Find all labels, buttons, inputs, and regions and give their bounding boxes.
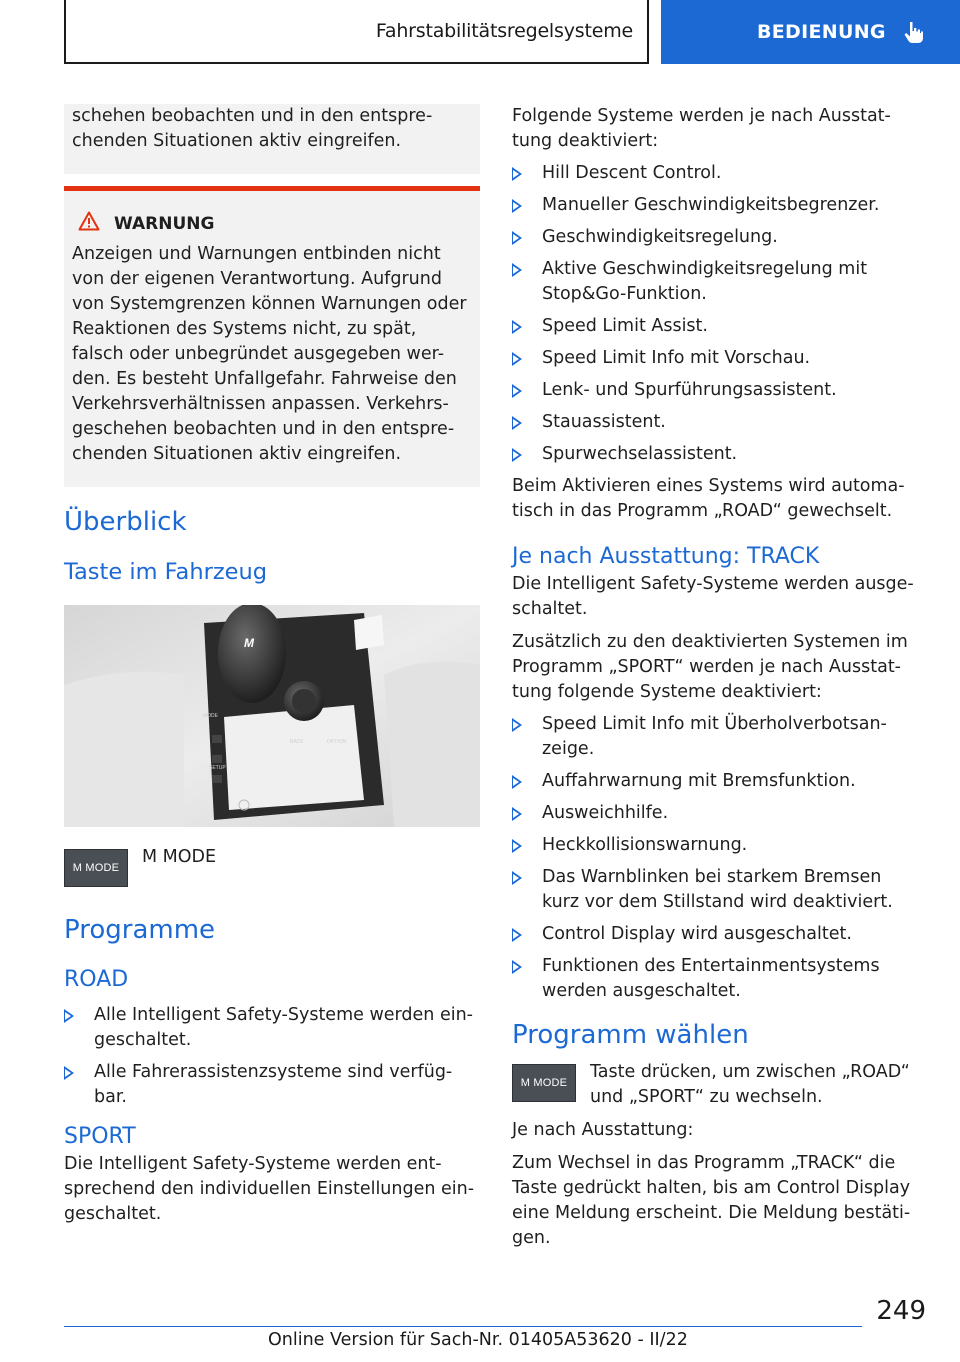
list-item: Lenk- und Spurführungsassistent. bbox=[512, 378, 922, 403]
list-item: Manueller Geschwindigkeitsbegrenzer. bbox=[512, 193, 922, 218]
sport-deactivated-list bbox=[512, 161, 922, 467]
warning-text: Anzeigen und Warnungen entbinden nicht von der eigenen Verantwortung. Aufgrund von Systemgrenzen können Warnungen oder Reaktionen des Systems nicht, zu spät, falsch oder unbegründet ausgegeben wer-den. Es besteht Unfallgefahr. Fahrweise den Verkehrsverhältnissen anpassen. Verkehrs-geschehen beobachten und in den entspre-chenden Situationen aktiv eingreifen. bbox=[72, 244, 467, 464]
road-heading: ROAD bbox=[64, 967, 129, 992]
list-item: Stauassistent. bbox=[512, 410, 922, 435]
triangle-bullet-icon bbox=[512, 718, 522, 732]
triangle-bullet-icon bbox=[512, 807, 522, 821]
select-row bbox=[512, 1064, 922, 1110]
mmode-button-icon: M MODE bbox=[64, 849, 128, 887]
triangle-bullet-icon bbox=[512, 871, 522, 885]
photo-label-back: BACK bbox=[290, 739, 304, 745]
list-item: Speed Limit Assist. bbox=[512, 314, 922, 339]
sport-outro: Beim Aktivieren eines Systems wird automa-tisch in das Programm „ROAD“ gewechselt. bbox=[512, 476, 905, 521]
list-item: Control Display wird ausgeschaltet. bbox=[512, 922, 922, 947]
center-console-photo bbox=[64, 605, 480, 827]
track-text-1: Die Intelligent Safety-Systeme werden ausge-schaltet. bbox=[512, 574, 914, 619]
mmode-row bbox=[64, 849, 480, 887]
triangle-bullet-icon bbox=[512, 384, 522, 398]
track-heading: Je nach Ausstattung: TRACK bbox=[512, 544, 820, 569]
overview-heading: Überblick bbox=[64, 507, 187, 537]
sport-heading: SPORT bbox=[64, 1124, 136, 1149]
triangle-bullet-icon bbox=[512, 416, 522, 430]
running-header-section bbox=[64, 0, 649, 64]
programs-heading: Programme bbox=[64, 915, 216, 945]
photo-label-option: OPTION bbox=[327, 739, 347, 745]
triangle-bullet-icon bbox=[512, 231, 522, 245]
select-program-heading: Programm wählen bbox=[512, 1020, 749, 1050]
list-item: Alle Intelligent Safety-Systeme werden ein-geschaltet. bbox=[64, 1003, 480, 1053]
button-heading: Taste im Fahrzeug bbox=[64, 559, 268, 585]
select-note: Je nach Ausstattung: bbox=[512, 1120, 694, 1140]
triangle-bullet-icon bbox=[512, 839, 522, 853]
triangle-bullet-icon bbox=[512, 320, 522, 334]
triangle-bullet-icon bbox=[512, 448, 522, 462]
list-item: Funktionen des Entertainmentsystems werden ausgeschaltet. bbox=[512, 954, 922, 1004]
list-item: Heckkollisionswarnung. bbox=[512, 833, 922, 858]
triangle-bullet-icon bbox=[64, 1066, 74, 1080]
triangle-bullet-icon bbox=[512, 928, 522, 942]
select-track-text: Zum Wechsel in das Programm „TRACK“ die Taste gedrückt halten, bis am Control Display eine Meldung erscheint. Die Meldung bestäti-gen. bbox=[512, 1153, 911, 1248]
mmode-button-icon: M MODE bbox=[512, 1064, 576, 1102]
mmode-caption: M MODE bbox=[142, 847, 217, 867]
warning-continued-text: schehen beobachten und in den entspre-chenden Situationen aktiv eingreifen. bbox=[72, 106, 433, 151]
warning-continuation bbox=[64, 104, 480, 174]
warning-title: WARNUNG bbox=[114, 213, 215, 234]
list-item: Alle Fahrerassistenzsysteme sind verfüg-bar. bbox=[64, 1060, 480, 1110]
left-column bbox=[64, 104, 480, 1227]
photo-label-m-logo: M bbox=[244, 636, 254, 650]
list-item: Speed Limit Info mit Überholverbotsan-zeige. bbox=[512, 712, 922, 762]
list-item: Auffahrwarnung mit Bremsfunktion. bbox=[512, 769, 922, 794]
sport-intro: Folgende Systeme werden je nach Ausstat-tung deaktiviert: bbox=[512, 106, 891, 151]
warning-heading bbox=[72, 211, 472, 236]
list-item: Hill Descent Control. bbox=[512, 161, 922, 186]
footer-rule bbox=[64, 1326, 862, 1327]
triangle-bullet-icon bbox=[512, 199, 522, 213]
pointing-hand-icon bbox=[900, 19, 926, 45]
list-item: Spurwechselassistent. bbox=[512, 442, 922, 467]
warning-box bbox=[64, 191, 480, 487]
online-version-note: Online Version für Sach-Nr. 01405A53620 - II/22 bbox=[268, 1330, 688, 1350]
triangle-bullet-icon bbox=[64, 1009, 74, 1023]
warning-triangle-icon bbox=[78, 211, 100, 236]
track-text-2: Zusätzlich zu den deaktivierten Systemen im Programm „SPORT“ werden je nach Ausstat-tung folgende Systeme deaktiviert: bbox=[512, 632, 908, 702]
list-item: Aktive Geschwindigkeitsregelung mit Stop&Go-Funktion. bbox=[512, 257, 922, 307]
triangle-bullet-icon bbox=[512, 352, 522, 366]
photo-label-setup: SETUP bbox=[209, 765, 226, 771]
list-item: Das Warnblinken bei starkem Bremsen kurz vor dem Stillstand wird deaktiviert. bbox=[512, 865, 922, 915]
list-item: Geschwindigkeitsregelung. bbox=[512, 225, 922, 250]
triangle-bullet-icon bbox=[512, 960, 522, 974]
select-text: Taste drücken, um zwischen „ROAD“ und „SPORT“ zu wechseln. bbox=[590, 1062, 910, 1107]
chapter-title: BEDIENUNG bbox=[757, 21, 886, 43]
track-deactivated-list bbox=[512, 712, 922, 1004]
sport-text: Die Intelligent Safety-Systeme werden ent-sprechend den individuellen Einstellungen ein-geschaltet. bbox=[64, 1154, 475, 1224]
running-header-chapter bbox=[661, 0, 960, 64]
triangle-bullet-icon bbox=[512, 167, 522, 181]
page-number: 249 bbox=[876, 1296, 926, 1326]
right-column bbox=[512, 104, 922, 1251]
list-item: Ausweichhilfe. bbox=[512, 801, 922, 826]
section-title: Fahrstabilitätsregelsysteme bbox=[375, 20, 633, 42]
photo-label-mode: MODE bbox=[203, 713, 218, 719]
road-list bbox=[64, 1003, 480, 1110]
triangle-bullet-icon bbox=[512, 263, 522, 277]
list-item: Speed Limit Info mit Vorschau. bbox=[512, 346, 922, 371]
triangle-bullet-icon bbox=[512, 775, 522, 789]
